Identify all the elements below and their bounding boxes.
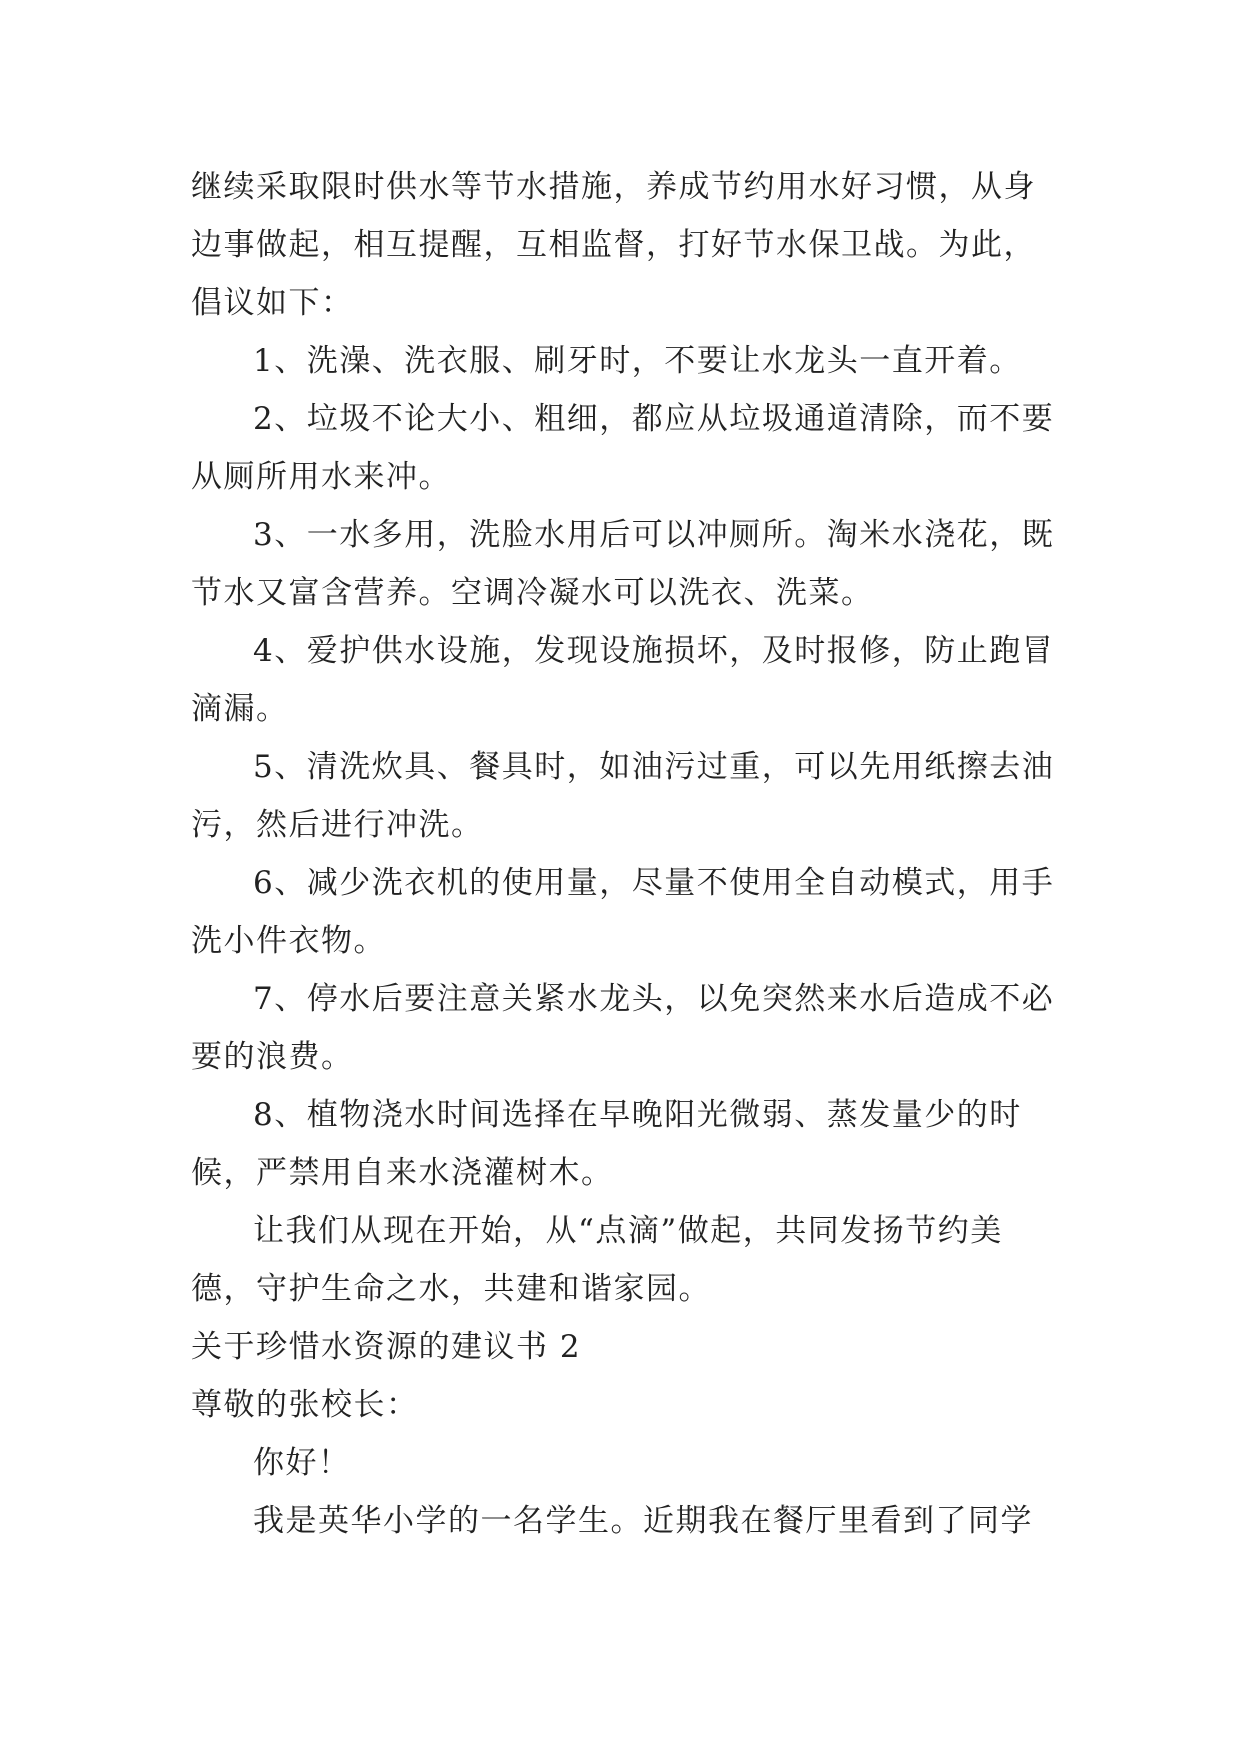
list-item-3: 3、一水多用，洗脸水用后可以冲厕所。淘米水浇花，既节水又富含营养。空调冷凝水可以洗衣、洗菜。 [191, 517, 1055, 611]
salutation: 尊敬的张校长： [191, 1387, 419, 1423]
greeting: 你好！ [253, 1445, 351, 1481]
list-item-8: 8、植物浇水时间选择在早晚阳光微弱、蒸发量少的时候，严禁用自来水浇灌树木。 [191, 1097, 1022, 1191]
list-item-2: 2、垃圾不论大小、粗细，都应从垃圾通道清除，而不要从厕所用水来冲。 [191, 401, 1055, 495]
list-item-4: 4、爱护供水设施，发现设施损坏，及时报修，防止跑冒滴漏。 [191, 633, 1055, 727]
paragraph-body: 我是英华小学的一名学生。近期我在餐厅里看到了同学 [253, 1503, 1033, 1539]
document-body [191, 158, 1061, 1550]
list-item-7: 7、停水后要注意关紧水龙头，以免突然来水后造成不必要的浪费。 [191, 981, 1055, 1075]
section-title: 关于珍惜水资源的建议书 2 [191, 1329, 582, 1365]
list-item-1: 1、洗澡、洗衣服、刷牙时，不要让水龙头一直开着。 [253, 343, 1022, 379]
paragraph-intro: 继续采取限时供水等节水措施，养成节约用水好习惯，从身边事做起，相互提醒，互相监督，打好节水保卫战。为此，倡议如下： [191, 169, 1036, 321]
paragraph-closing: 让我们从现在开始，从“点滴”做起，共同发扬节约美德，守护生命之水，共建和谐家园。 [191, 1213, 1003, 1307]
list-item-5: 5、清洗炊具、餐具时，如油污过重，可以先用纸擦去油污，然后进行冲洗。 [191, 749, 1055, 843]
list-item-6: 6、减少洗衣机的使用量，尽量不使用全自动模式，用手洗小件衣物。 [191, 865, 1055, 959]
